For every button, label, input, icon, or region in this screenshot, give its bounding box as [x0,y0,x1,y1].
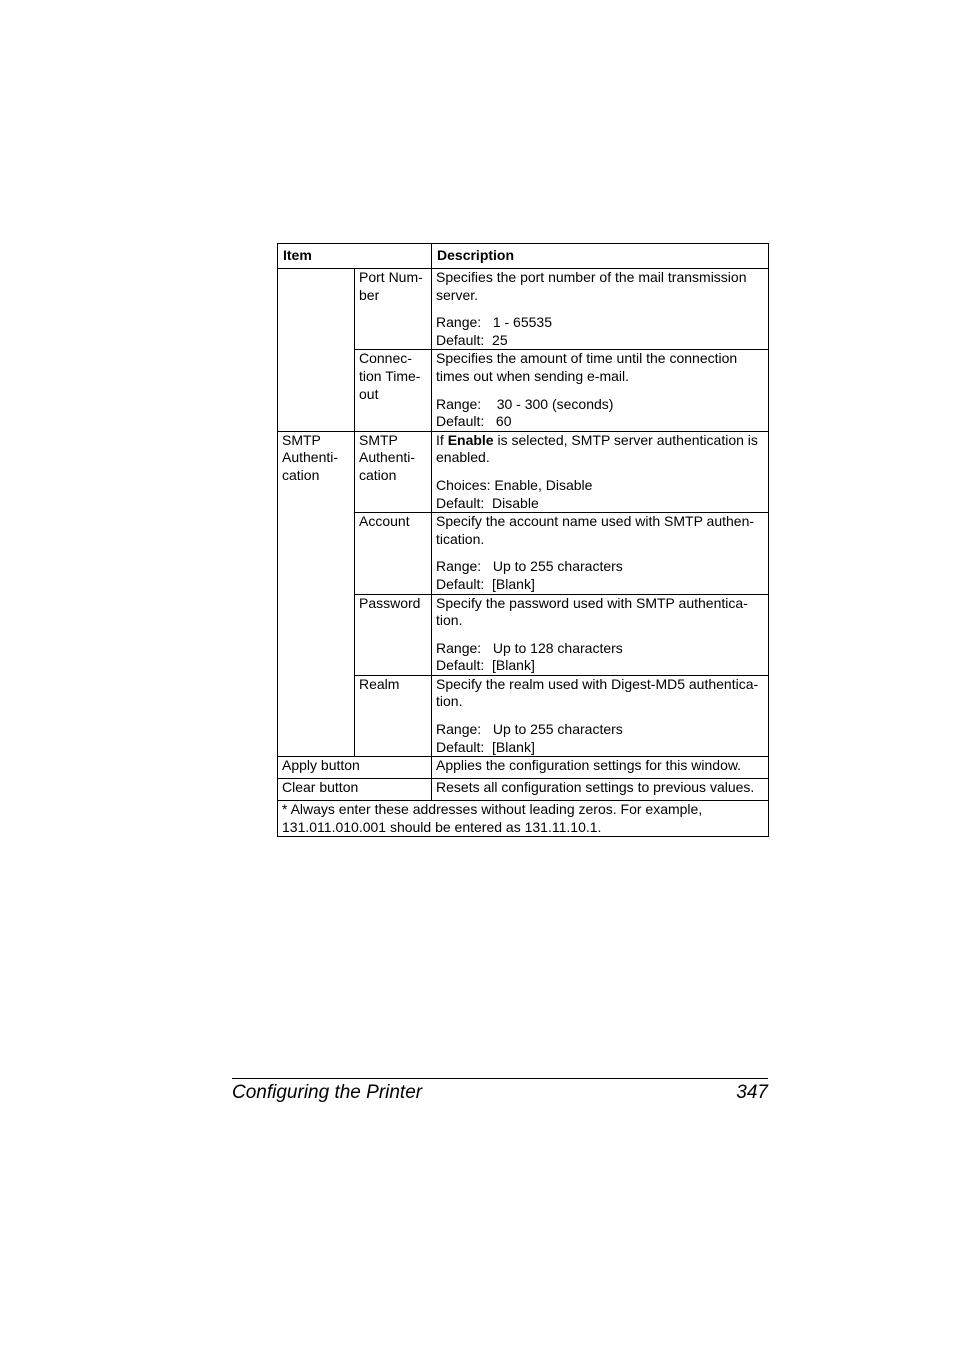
account-default: Default: [Blank] [436,575,535,592]
timeout-label: Connec- tion Time- out [355,350,432,431]
clear-button-label: Clear button [278,779,432,801]
settings-table [277,243,769,837]
account-description [432,513,769,594]
smtp-auth-label: SMTP Authenti- cation [355,431,432,512]
account-range: Range: Up to 255 characters [436,558,623,575]
realm-range: Range: Up to 255 characters [436,721,623,738]
smtp-auth-description [432,431,769,512]
table-footnote: * Always enter these addresses without leading zeros. For example, 131.011.010.001 should be entered as 131.11.10.1. [278,801,769,837]
port-default: Default: 25 [436,331,508,348]
password-range: Range: Up to 128 characters [436,639,623,656]
table-header-row [278,244,769,269]
timeout-default: Default: 60 [436,413,512,430]
table-row [278,801,769,837]
apply-button-label: Apply button [278,757,432,779]
timeout-range: Range: 30 - 300 (seconds) [436,395,614,412]
account-label: Account [355,513,432,594]
smtp-auth-default: Default: Disable [436,494,539,511]
table-row [278,269,769,350]
clear-button-description: Resets all configuration settings to previous values. [432,779,769,801]
password-label: Password [355,594,432,675]
port-desc-text: Specifies the port number of the mail transmission server. [436,269,747,303]
port-number-label: Port Num- ber [355,269,432,350]
page-number: 347 [736,1082,768,1103]
account-desc-text: Specify the account name used with SMTP authen-tication. [436,513,755,547]
port-number-description [432,269,769,350]
smtp-authentication-group: SMTP Authenti- cation [278,431,355,757]
header-description: Description [432,244,769,269]
table-row [278,757,769,779]
footer-title: Configuring the Printer [232,1082,423,1103]
port-range: Range: 1 - 65535 [436,314,552,331]
realm-description [432,675,769,756]
timeout-desc-text: Specifies the amount of time until the connection times out when sending e-mail. [436,350,738,384]
realm-default: Default: [Blank] [436,738,535,755]
footer-rule [232,1078,768,1079]
timeout-description [432,350,769,431]
smtp-auth-desc-text: If Enable is selected, SMTP server authentication is enabled. [436,431,758,466]
table-row [278,431,769,512]
table-row [278,779,769,801]
password-desc-text: Specify the password used with SMTP authentica-tion. [436,594,748,629]
empty-group-cell [278,269,355,432]
enable-keyword: Enable [447,431,494,448]
realm-desc-text: Specify the realm used with Digest-MD5 authentica-tion. [436,675,759,710]
header-item: Item [278,244,432,269]
realm-label: Realm [355,675,432,756]
password-default: Default: [Blank] [436,657,535,674]
password-description [432,594,769,675]
smtp-auth-choices: Choices: Enable, Disable [436,476,593,493]
apply-button-description: Applies the configuration settings for this window. [432,757,769,779]
